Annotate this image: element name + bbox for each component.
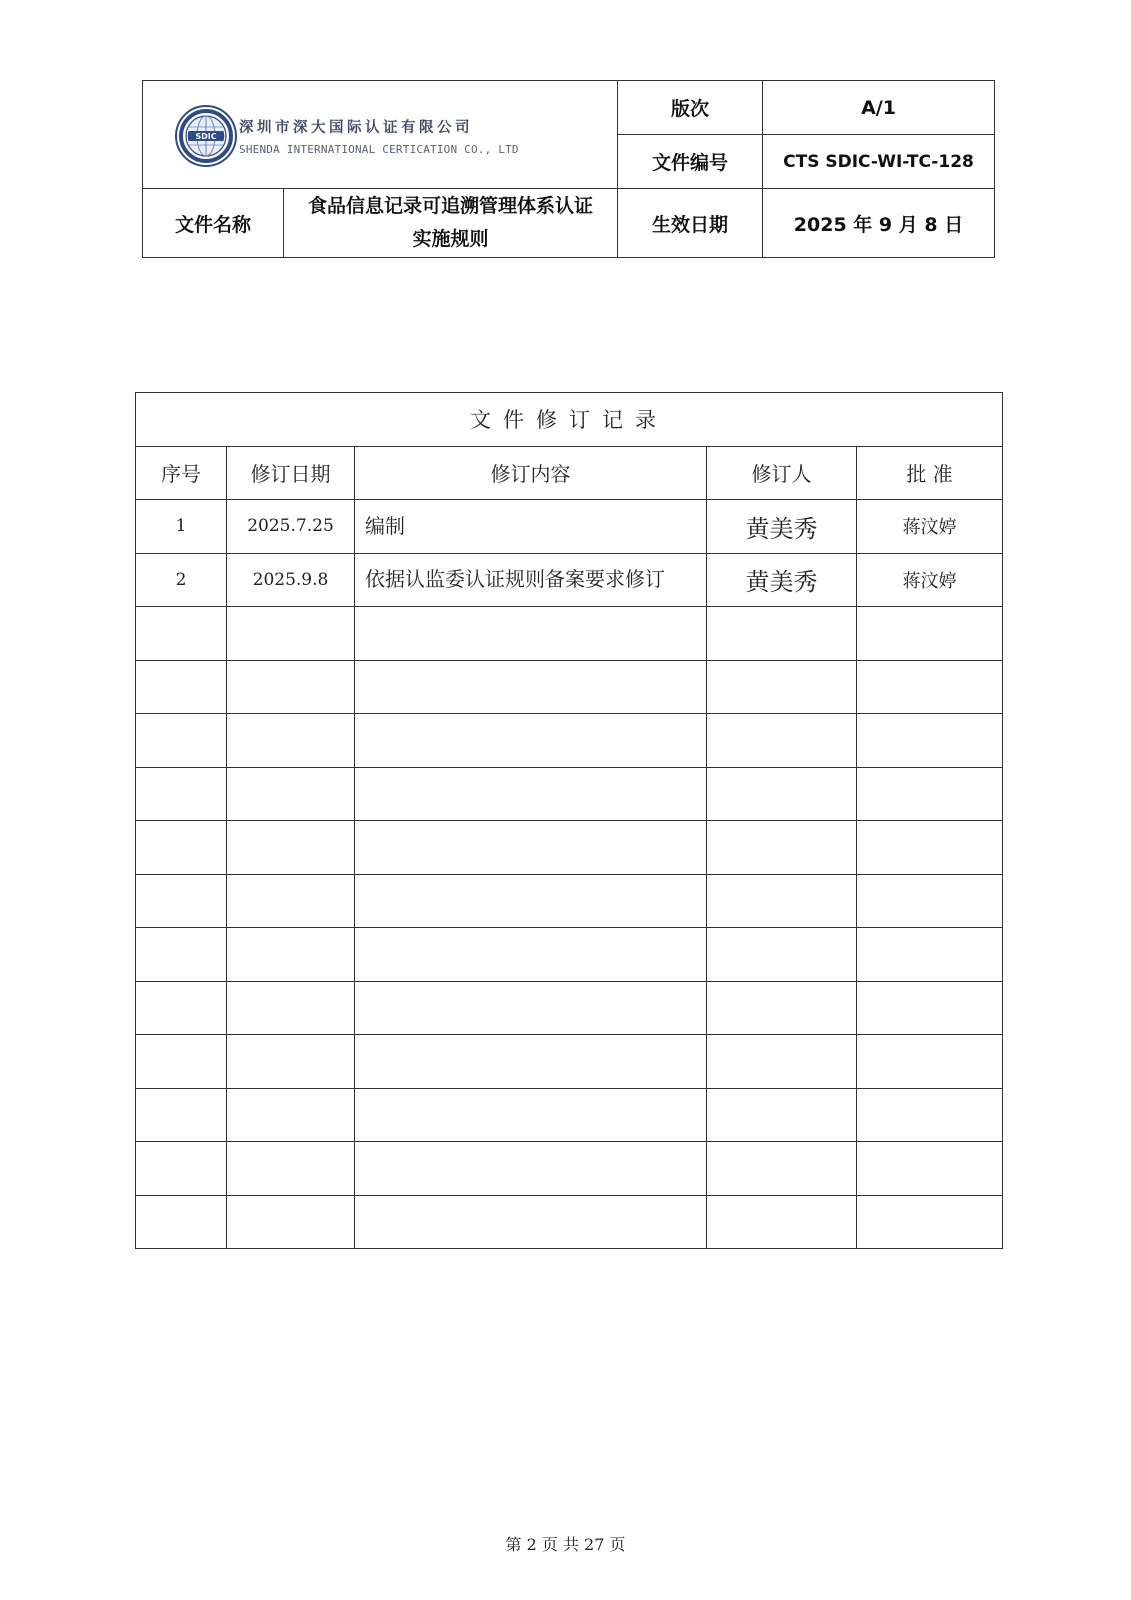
revision-date: 2025.7.25 (227, 500, 355, 554)
revision-date (227, 928, 355, 982)
table-row (136, 767, 1003, 821)
column-header-date: 修订日期 (227, 446, 355, 500)
revision-date (227, 1142, 355, 1196)
revision-content (355, 1035, 707, 1089)
page-mid: 页 共 (541, 1535, 579, 1554)
revision-reviser (707, 660, 857, 714)
revision-table-header (136, 446, 1003, 500)
page-suffix: 页 (609, 1535, 626, 1554)
table-row (136, 1088, 1003, 1142)
revision-reviser (707, 1088, 857, 1142)
revision-reviser (707, 928, 857, 982)
docname-value (284, 189, 618, 258)
table-row (136, 1035, 1003, 1089)
revision-content (355, 500, 707, 554)
revision-no (136, 1035, 227, 1089)
column-header-reviser: 修订人 (707, 446, 857, 500)
revision-record-table (135, 392, 1003, 1249)
sdic-globe-icon (175, 105, 237, 167)
page-footer (0, 1532, 1131, 1555)
company-name-en: SHENDA INTERNATIONAL CERTICATION CO., LTD (239, 143, 519, 156)
column-header-content: 修订内容 (355, 446, 707, 500)
revision-approver (857, 660, 1003, 714)
page-current: 2 (526, 1535, 537, 1554)
revision-date (227, 714, 355, 768)
revision-date (227, 1195, 355, 1249)
revision-approver (857, 1035, 1003, 1089)
revision-reviser (707, 981, 857, 1035)
revision-approver: 蒋汶婷 (857, 500, 1003, 554)
document-header (142, 80, 995, 258)
revision-date (227, 660, 355, 714)
revision-no: 1 (136, 500, 227, 554)
revision-no (136, 821, 227, 875)
revision-no (136, 607, 227, 661)
revision-content (355, 1195, 707, 1249)
company-logo (175, 105, 519, 167)
docno-value: CTS SDIC-WI-TC-128 (763, 135, 995, 189)
revision-reviser (707, 767, 857, 821)
docname-line-1: 食品信息记录可追溯管理体系认证 (307, 195, 593, 217)
revision-reviser (707, 714, 857, 768)
revision-approver (857, 607, 1003, 661)
column-header-approver: 批 准 (857, 446, 1003, 500)
revision-date (227, 1035, 355, 1089)
revision-reviser: 黄美秀 (707, 500, 857, 554)
table-row (136, 928, 1003, 982)
version-label: 版次 (618, 81, 763, 135)
table-row (136, 1142, 1003, 1196)
table-row (136, 981, 1003, 1035)
revision-content (355, 821, 707, 875)
revision-approver: 蒋汶婷 (857, 553, 1003, 607)
revision-content (355, 714, 707, 768)
revision-content (355, 874, 707, 928)
revision-approver (857, 1142, 1003, 1196)
table-row (136, 500, 1003, 554)
revision-reviser (707, 1195, 857, 1249)
revision-date (227, 767, 355, 821)
table-row (136, 1195, 1003, 1249)
revision-no (136, 1195, 227, 1249)
revision-no (136, 714, 227, 768)
table-row (136, 714, 1003, 768)
column-header-no: 序号 (136, 446, 227, 500)
company-logo-cell (143, 81, 618, 189)
logo-badge-text: SDIC (195, 132, 217, 142)
revision-no (136, 1088, 227, 1142)
revision-date (227, 874, 355, 928)
company-name-cn: 深圳市深大国际认证有限公司 (239, 120, 473, 136)
revision-date (227, 981, 355, 1035)
revision-approver (857, 1088, 1003, 1142)
docname-line-2: 实施规则 (412, 228, 489, 250)
effective-date-value: 2025 年 9 月 8 日 (763, 189, 995, 258)
revision-approver (857, 767, 1003, 821)
revision-date (227, 1088, 355, 1142)
revision-no (136, 981, 227, 1035)
page-total: 27 (584, 1535, 605, 1554)
revision-no (136, 874, 227, 928)
revision-content (355, 553, 707, 607)
revision-content (355, 928, 707, 982)
revision-reviser (707, 1142, 857, 1196)
revision-no (136, 928, 227, 982)
revision-no (136, 1142, 227, 1196)
revision-content (355, 1142, 707, 1196)
table-row (136, 874, 1003, 928)
revision-date (227, 607, 355, 661)
revision-reviser: 黄美秀 (707, 553, 857, 607)
revision-approver (857, 981, 1003, 1035)
revision-date (227, 821, 355, 875)
revision-no (136, 767, 227, 821)
revision-date: 2025.9.8 (227, 553, 355, 607)
revision-content (355, 981, 707, 1035)
revision-content-text: 依据认监委认证规则备案要求修订 (365, 567, 665, 592)
revision-reviser (707, 874, 857, 928)
revision-reviser (707, 607, 857, 661)
table-row (136, 553, 1003, 607)
revision-no: 2 (136, 553, 227, 607)
revision-content-text: 编制 (365, 513, 405, 538)
revision-content (355, 607, 707, 661)
revision-content (355, 1088, 707, 1142)
revision-content (355, 660, 707, 714)
docname-label: 文件名称 (143, 189, 284, 258)
table-row (136, 607, 1003, 661)
revision-approver (857, 821, 1003, 875)
revision-approver (857, 874, 1003, 928)
revision-reviser (707, 1035, 857, 1089)
revision-no (136, 660, 227, 714)
version-value: A/1 (763, 81, 995, 135)
revision-approver (857, 928, 1003, 982)
revision-approver (857, 714, 1003, 768)
table-row (136, 660, 1003, 714)
revision-table-title: 文件修订记录 (136, 393, 1003, 447)
revision-content (355, 767, 707, 821)
revision-approver (857, 1195, 1003, 1249)
effective-date-label: 生效日期 (618, 189, 763, 258)
page-prefix: 第 (505, 1535, 522, 1554)
table-row (136, 821, 1003, 875)
docno-label: 文件编号 (618, 135, 763, 189)
revision-reviser (707, 821, 857, 875)
